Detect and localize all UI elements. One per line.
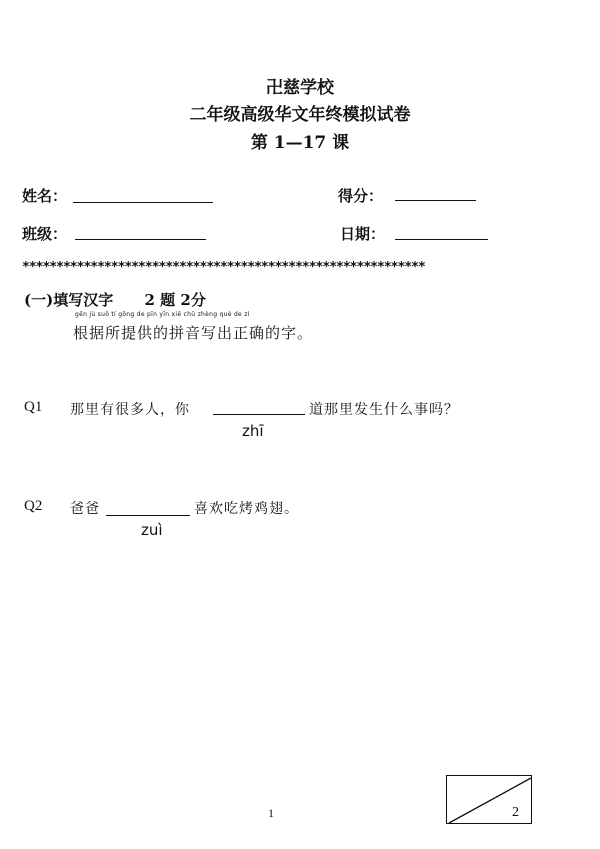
instruction-pinyin: gēn jù suǒ tí gōng de pīn yīn xiě chū zhèng què de zì bbox=[75, 311, 250, 318]
pinyin-hint: zhī bbox=[242, 422, 264, 440]
class-label: 班级： bbox=[22, 225, 68, 243]
class-field[interactable] bbox=[75, 238, 206, 240]
score-box-diagonal bbox=[447, 776, 533, 825]
answer-blank[interactable] bbox=[106, 514, 190, 516]
question-text-after: 道那里发生什么事吗？ bbox=[309, 402, 459, 418]
score-field[interactable] bbox=[395, 199, 476, 201]
question-number: Q1 bbox=[24, 399, 43, 415]
score-label: 得分： bbox=[338, 187, 384, 205]
pinyin-hint: zuì bbox=[141, 521, 163, 539]
question-text-before: 那里有很多人，你 bbox=[70, 402, 190, 418]
section-title: (一)填写汉字 2 题 2分 bbox=[24, 291, 206, 309]
name-field[interactable] bbox=[73, 201, 213, 203]
name-label: 姓名： bbox=[22, 187, 68, 205]
question-text-after: 喜欢吃烤鸡翅。 bbox=[194, 501, 299, 517]
question-number: Q2 bbox=[24, 498, 43, 514]
lesson-range: 第 1—17 课 bbox=[250, 133, 350, 153]
star-divider: *********************************************************** bbox=[22, 260, 425, 275]
page-number: 1 bbox=[268, 806, 274, 820]
question-text-before: 爸爸 bbox=[70, 501, 100, 517]
exam-title: 二年级高级华文年终模拟试卷 bbox=[189, 105, 411, 125]
instruction-text: 根据所提供的拼音写出正确的字。 bbox=[73, 324, 314, 342]
score-box bbox=[446, 775, 532, 824]
date-field[interactable] bbox=[395, 238, 488, 240]
school-name: 卍慈学校 bbox=[266, 78, 334, 98]
date-label: 日期： bbox=[340, 225, 386, 243]
score-box-value: 2 bbox=[512, 805, 519, 820]
answer-blank[interactable] bbox=[213, 413, 305, 415]
